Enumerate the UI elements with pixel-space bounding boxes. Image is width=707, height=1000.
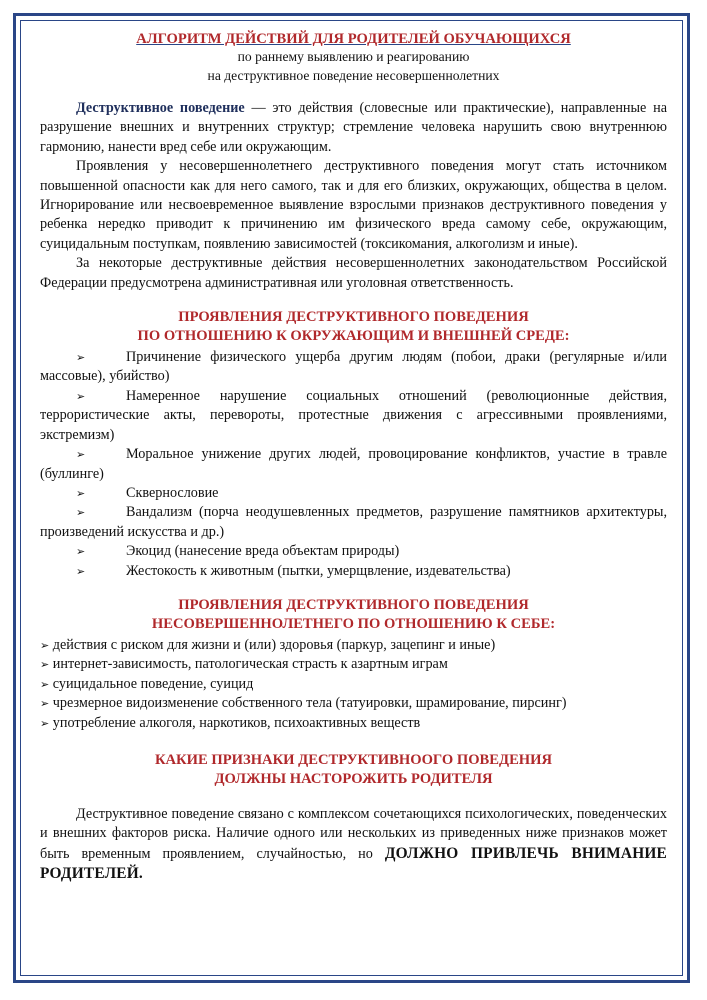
document-subtitle-line2: на деструктивное поведение несовершеннолетних [207,68,500,83]
definition-term: Деструктивное поведение [76,100,245,116]
section2-heading-line2: НЕСОВЕРШЕННОЛЕТНЕГО ПО ОТНОШЕНИЮ К СЕБЕ: [151,615,556,632]
section2-list [40,636,667,733]
arrow-bullet-icon: ➢ [76,389,86,403]
definition-text: — это действия (словесные или практические), направленные на разрушение внешних и внутренних структур; стремление человека нарушить свою внутреннюю гармонию, нанести вред себе или окружающим. [40,100,667,155]
list-item: ➢ Экоцид (нанесение вреда объектам природы) [76,543,400,560]
warning-emphasis: ДОЛЖНО ПРИВЛЕЧЬ ВНИМАНИЕ РОДИТЕЛЕЙ. [40,844,668,883]
document-subtitle-line1: по раннему выявлению и реагированию [237,49,470,64]
arrow-bullet-icon: ➢ [76,351,86,365]
list-item: ➢ Намеренное нарушение социальных отношений (революционные действия, террористические акты, перевороты, протестные движения с агрессивными проявлениями, экстремизм) [40,387,667,443]
warning-paragraph: Деструктивное поведение связано с комплексом сочетающихся психологических, поведенческих и внешних факторов риска. Наличие одного или нескольких из приведенных ниже признаков может быть временным проявлением, случайностью, но ДОЛЖНО ПРИВЛЕЧЬ ВНИМАНИЕ РОДИТЕЛЕЙ. [40,805,668,883]
intro-paragraph-2: Проявления у несовершеннолетнего деструктивного поведения могут стать источником повышенной опасности как для него самого, так и для его близких, окружающих, общества в целом. Игнорирование или несвоевременное выявление взрослыми признаков деструктивного поведения у ребенка нередко приводит к причинению им физического вреда самому себе, окружающим, суицидальным поступкам, появлению зависимостей (токсикомания, алкоголизм и иные). [40,158,667,252]
arrow-bullet-icon: ➢ [76,506,86,520]
section2-heading-line1: ПРОЯВЛЕНИЯ ДЕСТРУКТИВНОГО ПОВЕДЕНИЯ [178,596,529,613]
intro-paragraph-3: За некоторые деструктивные действия несовершеннолетних законодательством Российской Федерации предусмотрена административная или уголовная ответственность. [40,255,667,291]
list-item: ➢ употребление алкоголя, наркотиков, психоактивных веществ [40,714,421,731]
list-item: ➢ интернет-зависимость, патологическая страсть к азартным играм [40,656,448,673]
list-item: ➢ Вандализм (порча неодушевленных предметов, разрушение памятников архитектуры, произведений искусства и др.) [40,504,667,540]
arrow-bullet-icon: ➢ [76,564,86,578]
arrow-bullet-icon: ➢ [40,658,50,672]
section1-list [40,348,667,581]
arrow-bullet-icon: ➢ [76,448,86,462]
list-item: ➢ Сквернословие [76,484,219,501]
arrow-bullet-icon: ➢ [76,486,86,500]
arrow-bullet-icon: ➢ [40,677,50,691]
section2-heading [40,596,667,634]
document-title: АЛГОРИТМ ДЕЙСТВИЙ ДЛЯ РОДИТЕЛЕЙ ОБУЧАЮЩИХСЯ [136,31,571,47]
section3-heading-line1: КАКИЕ ПРИЗНАКИ ДЕСТРУКТИВНООГО ПОВЕДЕНИЯ [154,751,553,768]
section3-heading-line2: ДОЛЖНЫ НАСТОРОЖИТЬ РОДИТЕЛЯ [214,770,493,787]
arrow-bullet-icon: ➢ [76,545,86,559]
section1-heading-line1: ПРОЯВЛЕНИЯ ДЕСТРУКТИВНОГО ПОВЕДЕНИЯ [178,309,529,326]
list-item: ➢ Жестокость к животным (пытки, умерщвление, издевательства) [76,562,511,579]
list-item: ➢ суицидальное поведение, суицид [40,675,254,692]
definition-paragraph [40,99,667,157]
list-item: ➢ Моральное унижение других людей, провоцирование конфликтов, участие в травле (буллинге) [40,446,667,482]
list-item: ➢ Причинение физического ущерба другим людям (побои, драки (регулярные и/или массовые), убийство) [40,349,667,385]
section1-heading [40,308,667,346]
arrow-bullet-icon: ➢ [40,697,50,711]
arrow-bullet-icon: ➢ [40,638,50,652]
section3-heading [40,751,667,789]
document-content [40,31,667,885]
list-item: ➢ действия с риском для жизни и (или) здоровья (паркур, зацепинг и иные) [40,636,496,653]
section1-heading-line2: ПО ОТНОШЕНИЮ К ОКРУЖАЮЩИМ И ВНЕШНЕЙ СРЕДЕ: [137,328,570,345]
arrow-bullet-icon: ➢ [40,716,50,730]
list-item: ➢ чрезмерное видоизменение собственного тела (татуировки, шрамирование, пирсинг) [40,695,567,712]
